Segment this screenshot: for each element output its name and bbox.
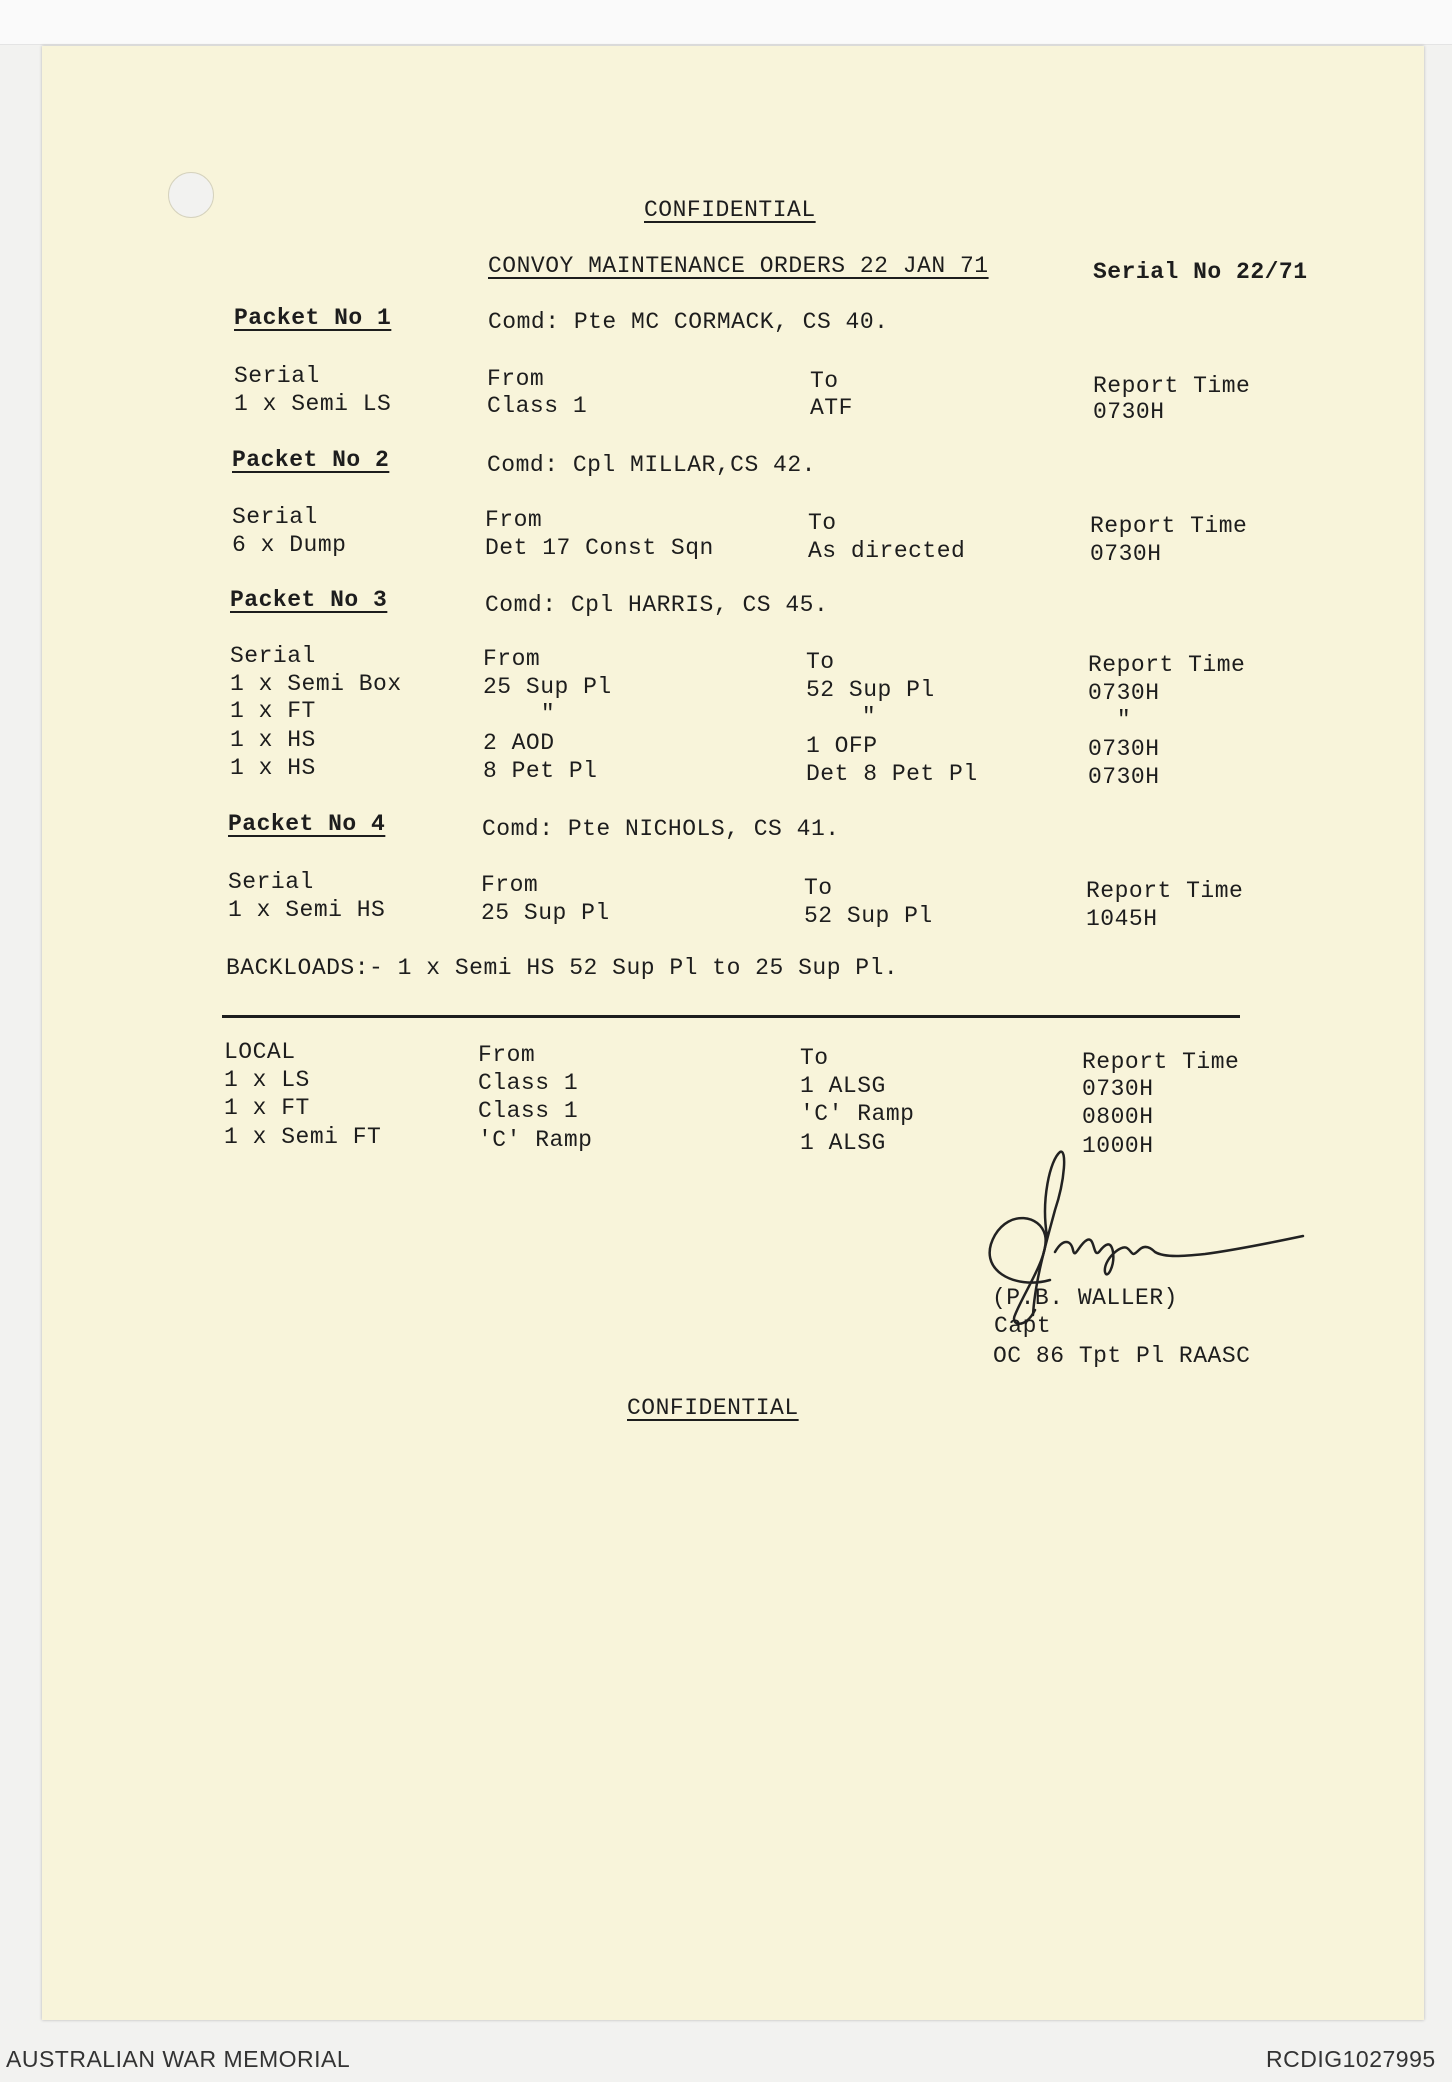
packet-3-row-3-serial: 1 x HS <box>230 727 316 753</box>
packet-1-label: Packet No 1 <box>234 305 392 331</box>
local-row-3-to: 1 ALSG <box>800 1130 886 1156</box>
packet-3-row-3-time: 0730H <box>1088 736 1160 762</box>
packet-1-comd: Comd: Pte MC CORMACK, CS 40. <box>488 309 889 335</box>
local-to-header: To <box>800 1045 829 1071</box>
packet-4-to-header: To <box>804 875 833 901</box>
packet-3-row-4-from: 8 Pet Pl <box>483 758 598 784</box>
packet-3-report-header: Report Time <box>1088 652 1246 678</box>
packet-1-from-header: From <box>487 366 545 392</box>
packet-3-to-header: To <box>806 649 835 675</box>
local-row-2-time: 0800H <box>1082 1104 1154 1130</box>
packet-3-row-3-from: 2 AOD <box>483 730 555 756</box>
packet-4-serial-header: Serial <box>228 869 314 895</box>
packet-1-report-header: Report Time <box>1093 373 1251 399</box>
document-title: CONVOY MAINTENANCE ORDERS 22 JAN 71 <box>488 253 989 279</box>
packet-1-serial-header: Serial <box>234 363 320 389</box>
packet-3-from-header: From <box>483 646 541 672</box>
packet-2-comd: Comd: Cpl MILLAR,CS 42. <box>487 452 816 478</box>
packet-3-row-2-time: " <box>1116 707 1132 733</box>
packet-2-row-1-serial: 6 x Dump <box>232 532 347 558</box>
packet-2-label: Packet No 2 <box>232 447 390 473</box>
packet-3-row-1-to: 52 Sup Pl <box>806 677 935 703</box>
local-row-3-from: 'C' Ramp <box>478 1127 593 1153</box>
section-divider <box>222 1015 1240 1018</box>
signatory-appointment: OC 86 Tpt Pl RAASC <box>993 1343 1251 1369</box>
packet-4-report-header: Report Time <box>1086 878 1244 904</box>
archive-reference: RCDIG1027995 <box>1266 2046 1436 2072</box>
packet-1-to-header: To <box>810 368 839 394</box>
packet-4-row-1-serial: 1 x Semi HS <box>228 897 386 923</box>
signatory-rank: Capt <box>994 1313 1052 1339</box>
packet-4-from-header: From <box>481 872 539 898</box>
punch-hole <box>168 172 214 218</box>
classification-bottom: CONFIDENTIAL <box>627 1395 799 1421</box>
local-row-1-time: 0730H <box>1082 1076 1154 1102</box>
local-row-2-serial: 1 x FT <box>224 1095 310 1121</box>
packet-3-serial-header: Serial <box>230 643 316 669</box>
serial-number: Serial No 22/71 <box>1093 259 1308 285</box>
backloads-line: BACKLOADS:- 1 x Semi HS 52 Sup Pl to 25 Sup Pl. <box>226 955 899 981</box>
packet-2-row-1-time: 0730H <box>1090 541 1162 567</box>
local-from-header: From <box>478 1042 536 1068</box>
archive-credit: AUSTRALIAN WAR MEMORIAL <box>6 2046 351 2072</box>
packet-3-row-4-to: Det 8 Pet Pl <box>806 761 978 787</box>
packet-3-label: Packet No 3 <box>230 587 388 613</box>
packet-3-row-4-serial: 1 x HS <box>230 755 316 781</box>
packet-4-row-1-to: 52 Sup Pl <box>804 903 933 929</box>
packet-2-row-1-to: As directed <box>808 538 966 564</box>
local-row-2-from: Class 1 <box>478 1098 579 1124</box>
packet-3-row-1-from: 25 Sup Pl <box>483 674 612 700</box>
packet-2-from-header: From <box>485 507 543 533</box>
top-strip <box>0 0 1452 45</box>
packet-4-row-1-from: 25 Sup Pl <box>481 900 610 926</box>
packet-1-row-1-time: 0730H <box>1093 399 1165 425</box>
packet-1-row-1-to: ATF <box>810 395 853 421</box>
classification-top: CONFIDENTIAL <box>644 197 816 223</box>
local-row-1-to: 1 ALSG <box>800 1073 886 1099</box>
local-row-2-to: 'C' Ramp <box>800 1101 915 1127</box>
packet-1-row-1-from: Class 1 <box>487 393 588 419</box>
packet-2-to-header: To <box>808 510 837 536</box>
packet-3-row-2-serial: 1 x FT <box>230 698 316 724</box>
local-row-1-from: Class 1 <box>478 1070 579 1096</box>
packet-4-row-1-time: 1045H <box>1086 906 1158 932</box>
local-row-1-serial: 1 x LS <box>224 1067 310 1093</box>
packet-3-row-1-serial: 1 x Semi Box <box>230 671 402 697</box>
packet-4-comd: Comd: Pte NICHOLS, CS 41. <box>482 816 840 842</box>
local-row-3-time: 1000H <box>1082 1133 1154 1159</box>
packet-3-row-2-to: " <box>861 704 877 730</box>
local-row-3-serial: 1 x Semi FT <box>224 1124 382 1150</box>
packet-2-serial-header: Serial <box>232 504 318 530</box>
packet-1-row-1-serial: 1 x Semi LS <box>234 391 392 417</box>
local-label: LOCAL <box>224 1039 296 1065</box>
packet-3-row-2-from: " <box>540 701 556 727</box>
packet-3-row-4-time: 0730H <box>1088 764 1160 790</box>
local-report-header: Report Time <box>1082 1049 1240 1075</box>
packet-4-label: Packet No 4 <box>228 811 386 837</box>
packet-3-comd: Comd: Cpl HARRIS, CS 45. <box>485 592 829 618</box>
packet-2-report-header: Report Time <box>1090 513 1248 539</box>
signatory-name: (P.B. WALLER) <box>992 1285 1178 1311</box>
packet-3-row-1-time: 0730H <box>1088 680 1160 706</box>
document-page <box>42 46 1424 2020</box>
packet-2-row-1-from: Det 17 Const Sqn <box>485 535 714 561</box>
packet-3-row-3-to: 1 OFP <box>806 733 878 759</box>
